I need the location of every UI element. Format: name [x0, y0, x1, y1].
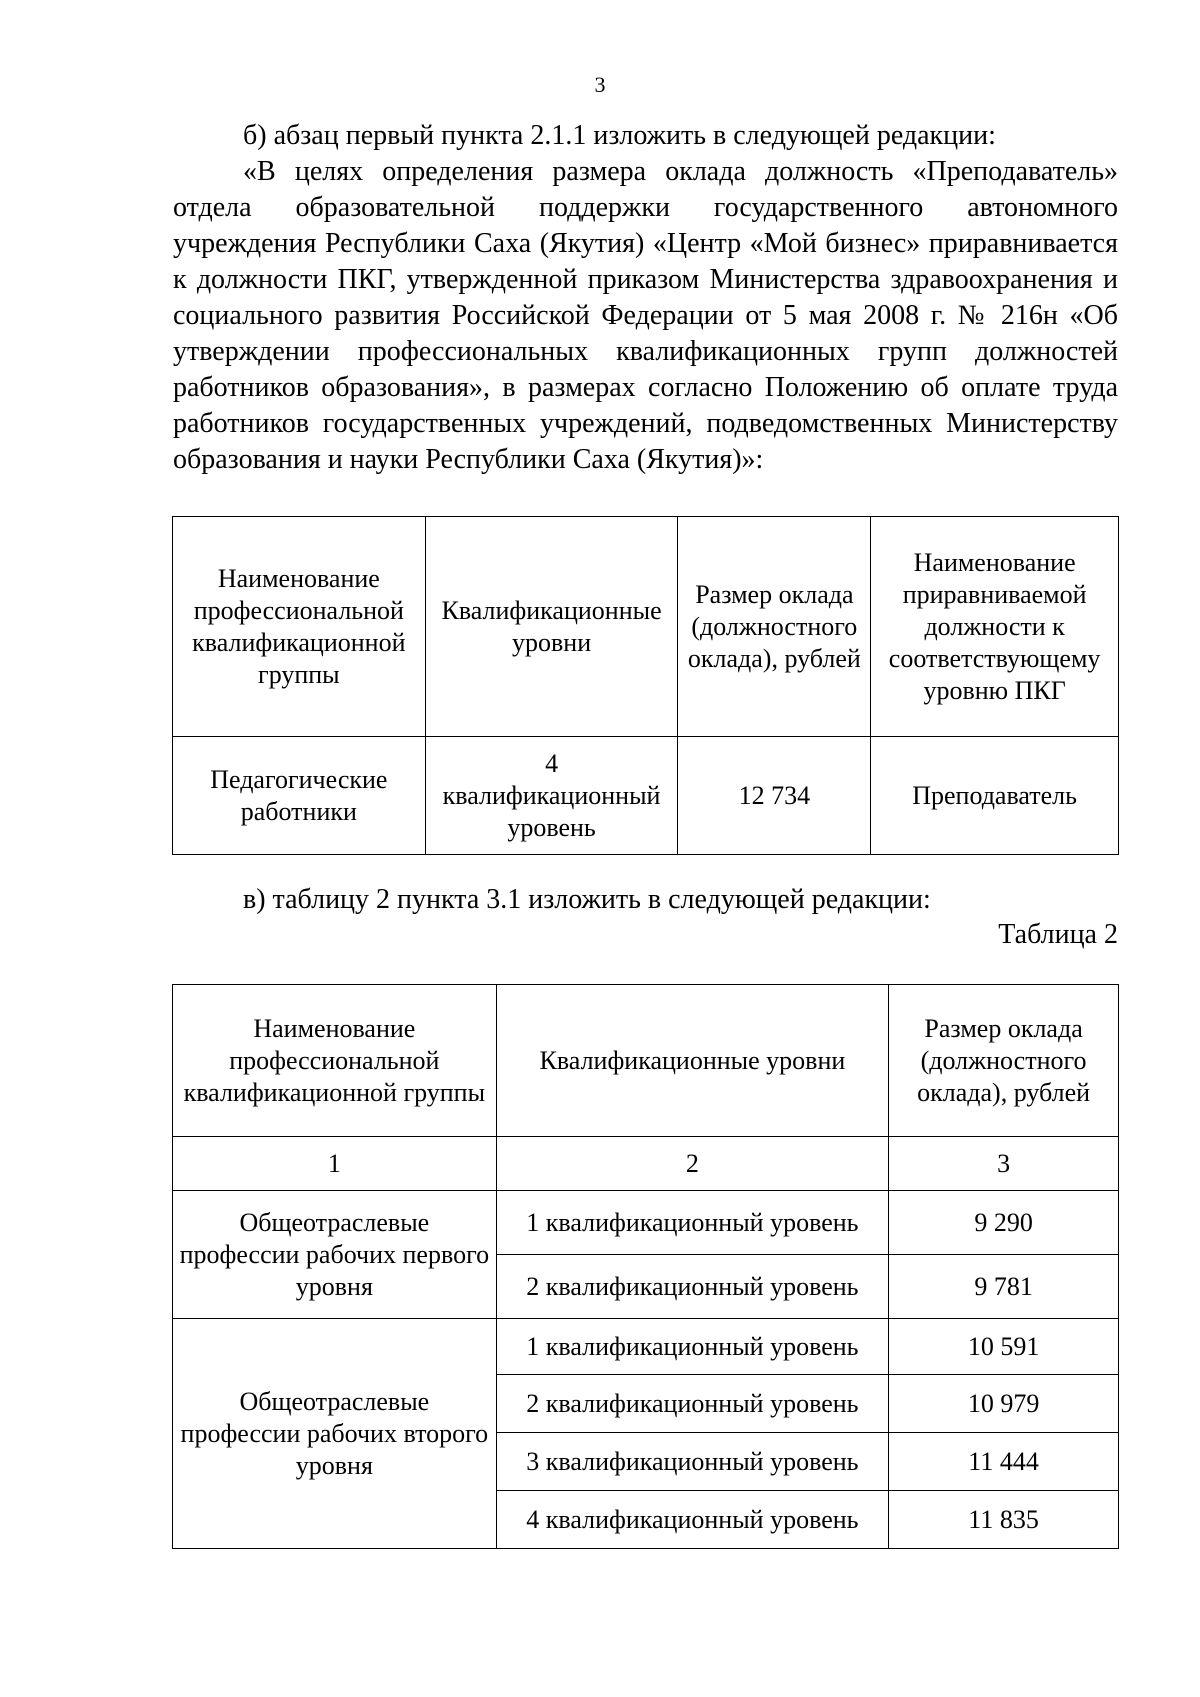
salary-cell: 10 591 — [889, 1319, 1119, 1375]
header-group-name: Наименование профессиональной квалификационной группы — [173, 985, 497, 1137]
level-cell: 4 квалификационный уровень — [496, 1491, 888, 1549]
page-number: 3 — [594, 72, 606, 97]
header-equated-position: Наименование приравниваемой должности к соответствующему уровню ПКГ — [871, 517, 1119, 737]
group-name-cell: Общеотраслевые профессии рабочих первого уровня — [173, 1191, 497, 1319]
table-row — [173, 1191, 1119, 1255]
position-cell: Преподаватель — [871, 737, 1119, 855]
table-row — [173, 1319, 1119, 1375]
salary-cell: 10 979 — [889, 1375, 1119, 1433]
level-cell: 1 квалификационный уровень — [496, 1191, 888, 1255]
table-header-row — [173, 517, 1119, 737]
qualification-level-cell — [425, 737, 678, 855]
header-group-name: Наименование профессиональной квалификационной группы — [173, 517, 426, 737]
salary-cell: 11 835 — [889, 1491, 1119, 1549]
group-name-cell: Педагогические работники — [173, 737, 426, 855]
level-cell: 3 квалификационный уровень — [496, 1433, 888, 1491]
level-number: 4 — [545, 748, 559, 778]
column-number: 1 — [173, 1137, 497, 1191]
table-caption: Таблица 2 — [998, 919, 1118, 950]
level-text: квалификационный уровень — [442, 780, 661, 842]
amendment-text-v — [173, 882, 1118, 918]
salary-cell: 12 734 — [678, 737, 871, 855]
group-name-cell: Общеотраслевые профессии рабочих второго уровня — [173, 1319, 497, 1549]
column-number: 3 — [889, 1137, 1119, 1191]
header-qualification-levels: Квалификационные уровни — [425, 517, 678, 737]
table-header-row — [173, 985, 1119, 1137]
salary-cell: 9 290 — [889, 1191, 1119, 1255]
level-cell: 2 квалификационный уровень — [496, 1255, 888, 1319]
salary-cell: 9 781 — [889, 1255, 1119, 1319]
salary-cell: 11 444 — [889, 1433, 1119, 1491]
paragraph-v: в) таблицу 2 пункта 3.1 изложить в следующей редакции: — [243, 884, 931, 915]
amendment-text — [173, 118, 1118, 478]
level-cell: 2 квалификационный уровень — [496, 1375, 888, 1433]
table-row — [173, 737, 1119, 855]
column-number: 2 — [496, 1137, 888, 1191]
header-salary: Размер оклада (должностного оклада), рублей — [678, 517, 871, 737]
column-number-row — [173, 1137, 1119, 1191]
header-qualification-levels: Квалификационные уровни — [496, 985, 888, 1137]
table-position-equivalence — [172, 516, 1119, 855]
paragraph-quote: «В целях определения размера оклада должность «Преподаватель» отдела образовательной поддержки государственного автономного учреждения Республики Саха (Якутия) «Центр «Мой бизнес» приравнивается к должности ПКГ, утвержденной приказом Министерства здравоохранения и социального развития Российской Федерации от 5 мая 2008 г. № 216н «Об утверждении профессиональных квалификационных групп должностей работников образования», в размерах согласно Положению об оплате труда работников государственных учреждений, подведомственных Министерству образования и науки Республики Саха (Якутия)»: — [173, 156, 1118, 475]
level-cell: 1 квалификационный уровень — [496, 1319, 888, 1375]
paragraph-b: б) абзац первый пункта 2.1.1 изложить в следующей редакции: — [243, 120, 996, 151]
table-salary-levels — [172, 984, 1119, 1549]
header-salary: Размер оклада (должностного оклада), рублей — [889, 985, 1119, 1137]
